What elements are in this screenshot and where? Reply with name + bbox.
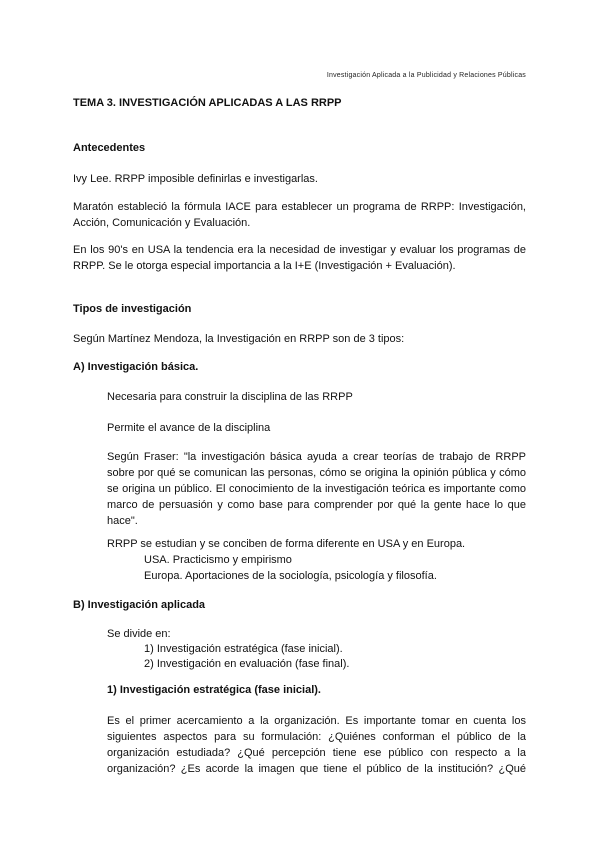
paragraph-line: RRPP. Se le otorga especial importancia a la I+E (Investigación + Evaluación). — [73, 260, 456, 272]
paragraph-permite: Permite el avance de la disciplina — [107, 422, 271, 434]
paragraph-line: se origina un público. El conocimiento de la investigación teórica es importante como — [107, 483, 526, 495]
paragraph-90s — [73, 242, 526, 274]
paragraph-line: En los 90's en USA la tendencia era la necesidad de investigar y evaluar los programas de — [73, 244, 526, 256]
paragraph-line: Acción, Comunicación y Evaluación. — [73, 217, 251, 229]
page-title: TEMA 3. INVESTIGACIÓN APLICADAS A LAS RRPP — [73, 97, 342, 109]
paragraph-fraser-quote — [107, 449, 526, 529]
paragraph-se-divide: Se divide en: — [107, 628, 171, 640]
list-item-europa: Europa. Aportaciones de la sociología, psicología y filosofía. — [144, 570, 437, 582]
paragraph-line: Es el primer acercamiento a la organización. Es importante tomar en cuenta los — [107, 715, 526, 727]
list-item-estrategica: 1) Investigación estratégica (fase inicial). — [144, 643, 343, 655]
paragraph-line: Según Fraser: "la investigación básica ayuda a crear teorías de trabajo de RRPP — [107, 451, 526, 463]
paragraph-necesaria: Necesaria para construir la disciplina de las RRPP — [107, 391, 353, 403]
paragraph-line: hace". — [107, 515, 138, 527]
paragraph-ivy-lee: Ivy Lee. RRPP imposible definirlas e investigarlas. — [73, 173, 318, 185]
paragraph-tipos-intro: Según Martínez Mendoza, la Investigación en RRPP son de 3 tipos: — [73, 333, 405, 345]
list-item-usa: USA. Practicismo y empirismo — [144, 554, 292, 566]
paragraph-line: siguientes aspectos para su formulación: ¿Quiénes conforman el público de la — [107, 731, 526, 743]
paragraph-line: marco de persuasión y como base para comprender por qué la gente hace lo que — [107, 499, 526, 511]
heading-antecedentes: Antecedentes — [73, 142, 146, 154]
paragraph-line: organización? ¿Es acorde la imagen que tiene el público de la institución? ¿Qué — [107, 763, 526, 775]
paragraph-line: Maratón estableció la fórmula IACE para establecer un programa de RRPP: Investigación, — [73, 201, 526, 213]
list-item-evaluacion: 2) Investigación en evaluación (fase final). — [144, 658, 350, 670]
heading-aplicada: B) Investigación aplicada — [73, 599, 206, 611]
paragraph-rrpp-usa-europa: RRPP se estudian y se conciben de forma diferente en USA y en Europa. — [107, 538, 466, 550]
paragraph-line: organización estudiada? ¿Qué percepción tiene ese público con respecto a la — [107, 747, 526, 759]
subheading-estrategica: 1) Investigación estratégica (fase inicial). — [107, 684, 321, 696]
heading-tipos: Tipos de investigación — [73, 303, 192, 315]
paragraph-iace — [73, 199, 526, 231]
paragraph-line: sobre por qué se comunican las personas, cómo se origina la opinión pública y cómo — [107, 467, 526, 479]
running-header: Investigación Aplicada a la Publicidad y Relaciones Públicas — [326, 72, 526, 79]
paragraph-estrategica — [107, 713, 526, 777]
heading-basica: A) Investigación básica. — [73, 361, 199, 373]
